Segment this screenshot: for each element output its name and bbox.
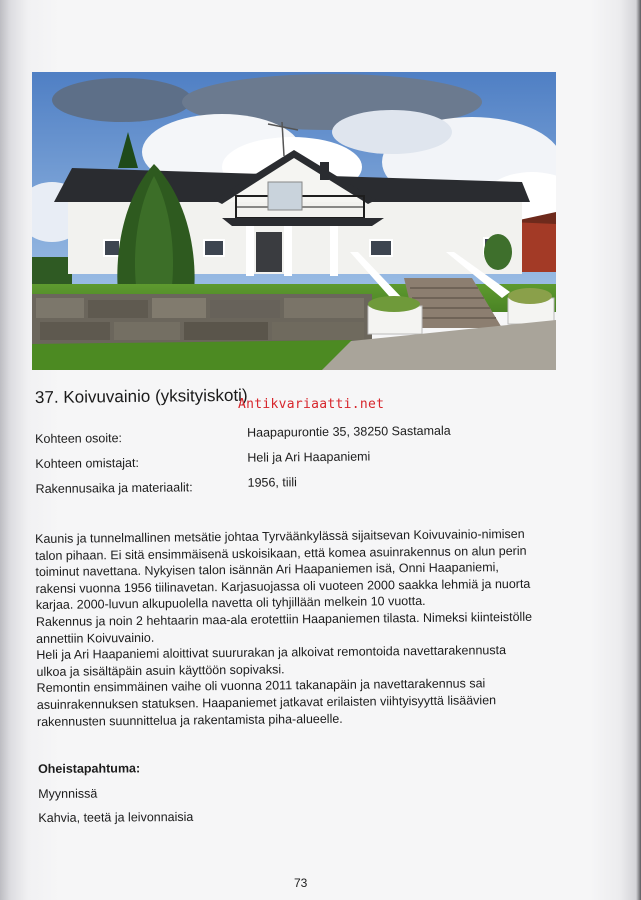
description-line: Kaunis ja tunnelmallinen metsätie johtaa Tyrväänkylässä sijaitsevan Koivuvainio-nimisen	[35, 526, 525, 546]
description	[35, 525, 577, 730]
detail-row	[36, 473, 556, 503]
description-line: rakensi vuonna 1956 tiilinavetan. Karjasuojassa oli vuoteen 2000 saakka lehmiä ja nuorta	[35, 576, 531, 596]
description-line: annettiin Koivuvainio.	[36, 630, 155, 646]
description-line: Heli ja Ari Haapaniemi aloittivat suururakan ja alkoivat remontoida navettarakennusta	[36, 643, 507, 663]
detail-value: Heli ja Ari Haapaniemi	[247, 449, 371, 465]
description-line: rakennusten suunnittelua ja rakentamista piha-alueelle.	[36, 711, 343, 729]
description-line: asuinrakennuksen statuksen. Haapaniemet jatkavat erilaisten viihtyisyyttä lisäävien	[36, 693, 497, 712]
house-photo	[32, 72, 556, 370]
watermark: Antikvariaatti.net	[238, 397, 385, 412]
description-line: talon pihaan. Ei sitä ensimmäisenä uskoisikaan, että komea asuinrakennus on alun perin	[35, 543, 527, 563]
description-line: ulkoa ja sisältäpäin asuin käyttöön sopivaksi.	[36, 662, 285, 679]
side-event-title: Oheistapahtuma:	[38, 761, 141, 776]
detail-label: Kohteen omistajat:	[35, 455, 139, 471]
detail-label: Kohteen osoite:	[35, 431, 123, 446]
description-line: karjaa. 2000-luvun alkupuolella navetta oli tyhjillään melkein 10 vuotta.	[35, 594, 426, 613]
detail-label: Rakennusaika ja materiaalit:	[35, 480, 193, 496]
description-line: toiminut navettana. Nykyisen talon isännän Ari Haapaniemen isä, Onni Haapaniemi,	[35, 560, 499, 580]
description-line: Remontin ensimmäinen vaihe oli vuonna 2011 takanapäin ja navettarakennus sai	[36, 676, 486, 696]
side-event	[38, 761, 193, 835]
description-line: Rakennus ja noin 2 hehtaarin maa-ala erotettiin Haapaniemen tilasta. Nimeksi kiinteistölle	[35, 609, 533, 629]
detail-value: Haapapurontie 35, 38250 Sastamala	[246, 423, 451, 440]
page-number: 73	[294, 876, 308, 890]
property-details	[35, 423, 556, 503]
page-title: 37. Koivuvainio (yksityiskoti)	[34, 385, 248, 407]
side-event-item: Kahvia, teetä ja leivonnaisia	[38, 809, 194, 825]
side-event-item: Myynnissä	[38, 786, 98, 801]
detail-value: 1956, tiili	[247, 475, 297, 490]
